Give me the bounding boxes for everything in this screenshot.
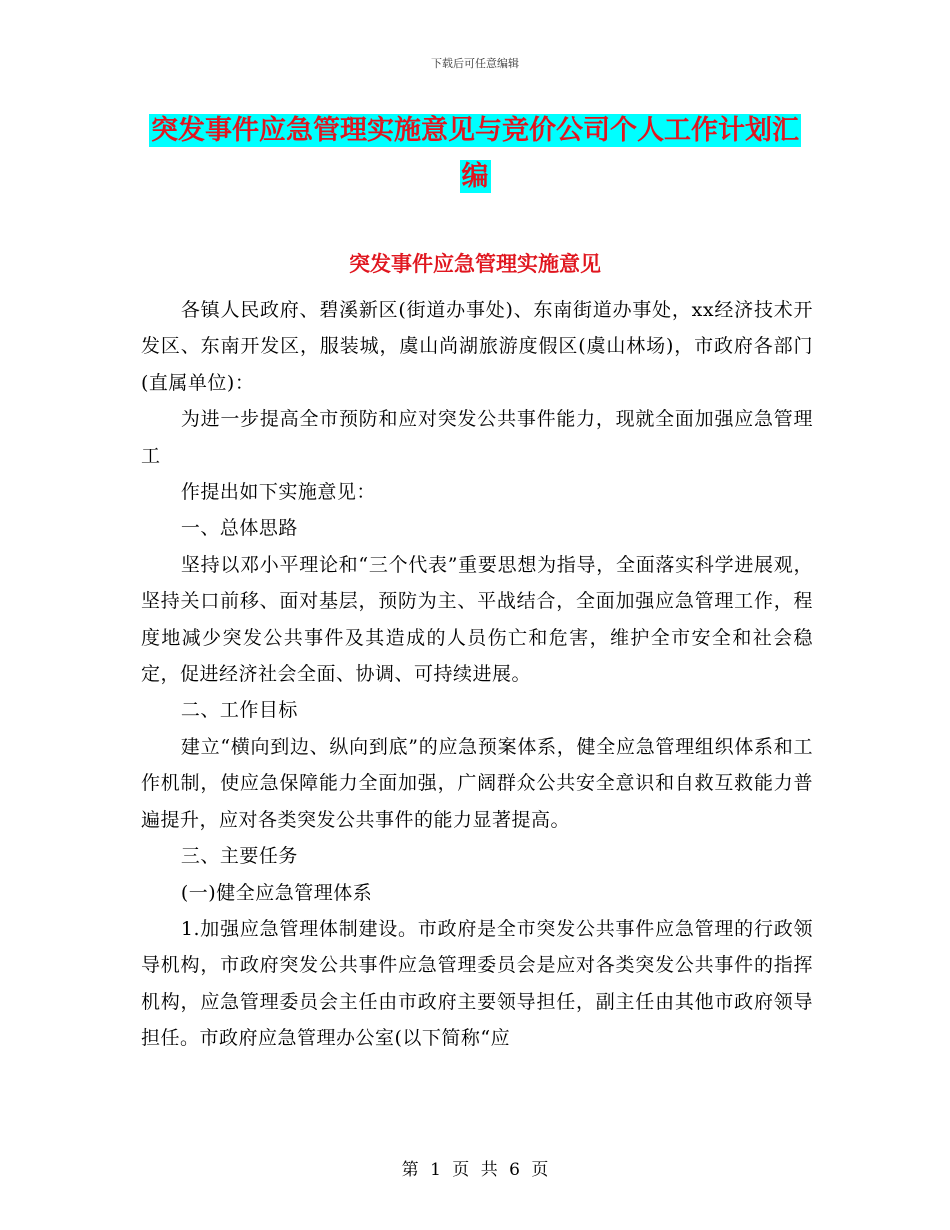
document-title [140,108,810,200]
paragraph: 各镇人民政府、碧溪新区(街道办事处)、东南街道办事处，xx经济技术开发区、东南开发区，服装城，虞山尚湖旅游度假区(虞山林场)，市政府各部门(直属单位)： [141,299,813,394]
paragraph: 作提出如下实施意见： [180,481,376,504]
paragraph: 坚持以邓小平理论和“三个代表”重要思想为指导，全面落实科学进展观，坚持关口前移、面对基层，预防为主、平战结合，全面加强应急管理工作，程度地减少突发公共事件及其造成的人员伤亡和危害，维护全市安全和社会稳定，促进经济社会全面、协调、可持续进展。 [141,553,813,686]
paragraph-heading: 三、主要任务 [180,845,298,868]
paragraph: 1.加强应急管理体制建设。市政府是全市突发公共事件应急管理的行政领导机构，市政府突发公共事件应急管理委员会是应对各类突发公共事件的指挥机构，应急管理委员会主任由市政府主要领导担任，副主任由其他市政府领导担任。市政府应急管理办公室(以下简称“应 [141,917,813,1050]
paragraph: 建立“横向到边、纵向到底”的应急预案体系，健全应急管理组织体系和工作机制，使应急保障能力全面加强，广阔群众公共安全意识和自救互救能力普遍提升，应对各类突发公共事件的能力显著提高。 [141,735,813,831]
paragraph-heading: 二、工作目标 [180,699,298,722]
page-footer: 第 1 页 共 6 页 [401,1160,549,1180]
document-title-text: 突发事件应急管理实施意见与竞价公司个人工作计划汇编 [151,115,799,192]
paragraph-heading: 一、总体思路 [180,517,298,540]
body-text [141,292,813,1057]
paragraph-subheading: (一)健全应急管理体系 [180,881,373,904]
paragraph: 为进一步提高全市预防和应对突发公共事件能力，现就全面加强应急管理工 [141,408,813,467]
header-note: 下载后可任意编辑 [431,57,519,70]
section-title: 突发事件应急管理实施意见 [349,252,601,276]
